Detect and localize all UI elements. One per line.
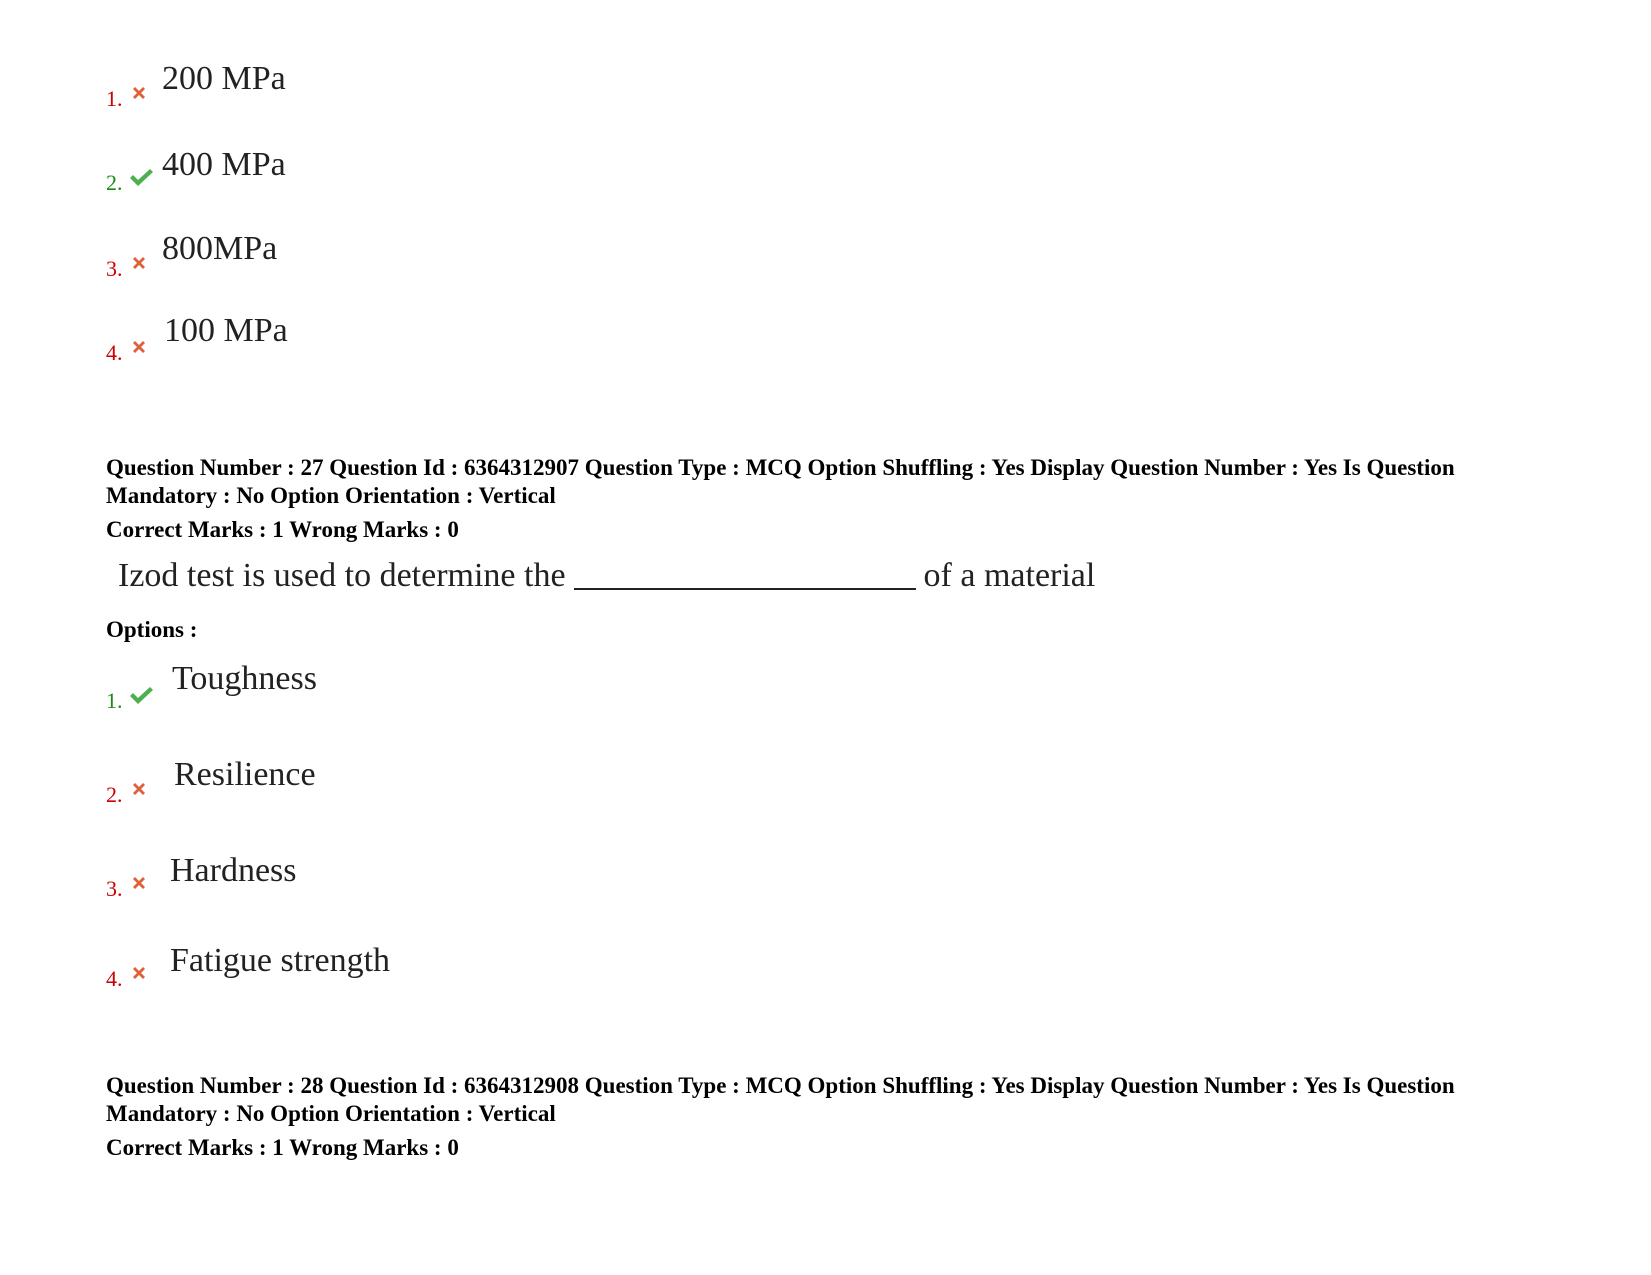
option-number: 2. [106, 170, 123, 195]
option-text: Toughness [172, 660, 317, 697]
option-number: 1. [106, 86, 123, 111]
option-number: 4. [106, 340, 123, 365]
fill-blank [574, 558, 916, 590]
check-icon [128, 166, 154, 186]
cross-icon [130, 874, 152, 894]
cross-icon [130, 964, 152, 984]
question-meta: Question Number : 27 Question Id : 6364312907 Question Type : MCQ Option Shuffling : Yes Display Question Number : Yes Is Question Mandatory : No Option Orientation : Vertical [106, 455, 1455, 508]
option-text: Hardness [170, 852, 297, 889]
option-text: Fatigue strength [170, 942, 391, 979]
cross-icon [130, 780, 152, 800]
option-number: 3. [106, 256, 123, 281]
question-text [118, 556, 1095, 596]
question-meta: Question Number : 28 Question Id : 6364312908 Question Type : MCQ Option Shuffling : Yes Display Question Number : Yes Is Question Mandatory : No Option Orientation : Vertical [106, 1073, 1455, 1126]
check-icon [128, 684, 154, 704]
option-text: Resilience [174, 756, 316, 793]
cross-icon [130, 338, 152, 358]
option-number: 1. [106, 688, 123, 713]
option-text: 400 MPa [162, 146, 286, 183]
option-text: 800MPa [162, 230, 278, 267]
option-number: 3. [106, 876, 123, 901]
options-label: Options : [106, 617, 198, 642]
option-number: 2. [106, 782, 123, 807]
question-text-after: of a material [923, 557, 1096, 594]
option-text: 100 MPa [164, 312, 288, 349]
option-number: 4. [106, 966, 123, 991]
cross-icon [130, 254, 152, 274]
question-text-before: Izod test is used to determine the [118, 557, 566, 594]
question-marks: Correct Marks : 1 Wrong Marks : 0 [106, 517, 459, 542]
cross-icon [130, 84, 152, 104]
option-text: 200 MPa [162, 60, 286, 97]
question-marks: Correct Marks : 1 Wrong Marks : 0 [106, 1135, 459, 1160]
